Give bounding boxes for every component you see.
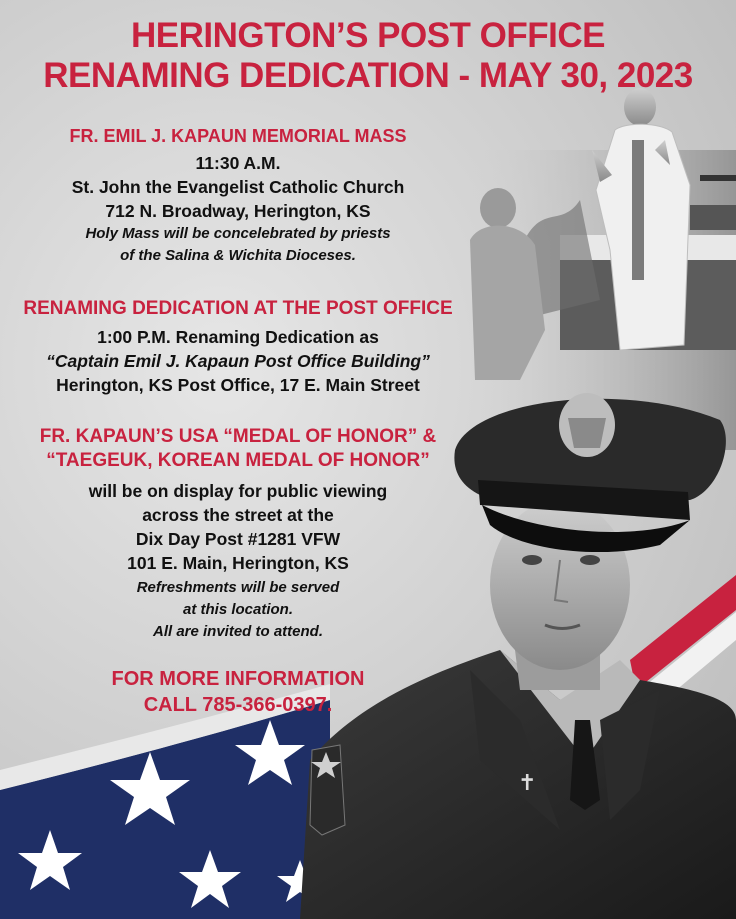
mass-heading: FR. EMIL J. KAPAUN MEMORIAL MASS xyxy=(69,126,407,146)
mass-note-line-2: of the Salina & Wichita Dioceses. xyxy=(120,247,356,264)
mass-section xyxy=(0,124,476,267)
medal-section xyxy=(0,425,476,643)
medal-line-4: 101 E. Main, Herington, KS xyxy=(127,553,349,573)
mass-time: 11:30 A.M. xyxy=(195,153,281,173)
medal-note-line-3: All are invited to attend. xyxy=(152,623,324,640)
medal-line-1: will be on display for public viewing xyxy=(88,481,388,501)
dedication-location: Herington, KS Post Office, 17 E. Main Street xyxy=(56,375,420,395)
dedication-heading: RENAMING DEDICATION AT THE POST OFFICE xyxy=(23,298,453,319)
mass-note-line-1: Holy Mass will be concelebrated by priests xyxy=(85,225,391,242)
mass-church: St. John the Evangelist Catholic Church xyxy=(71,177,405,197)
title-line-2: RENAMING DEDICATION - MAY 30, 2023 xyxy=(43,56,693,95)
dedication-building-name: “Captain Emil J. Kapaun Post Office Building” xyxy=(46,351,430,371)
cap-eagle-insignia xyxy=(559,393,615,457)
medal-line-3: Dix Day Post #1281 VFW xyxy=(135,529,341,549)
medal-line-2: across the street at the xyxy=(142,505,334,525)
title-line-1: HERINGTON’S POST OFFICE xyxy=(130,16,605,55)
medal-note-line-1: Refreshments will be served xyxy=(136,579,340,596)
dedication-line-rest: Renaming Dedication as xyxy=(175,327,379,347)
poster-title xyxy=(0,16,736,96)
info-line-1: FOR MORE INFORMATION xyxy=(111,668,365,690)
dedication-time-line xyxy=(0,325,476,349)
info-section xyxy=(0,666,476,718)
medal-heading-line-1: FR. KAPAUN’S USA “MEDAL OF HONOR” & xyxy=(39,426,437,447)
mass-address: 712 N. Broadway, Herington, KS xyxy=(105,201,371,221)
svg-text:✝: ✝ xyxy=(518,770,537,795)
medal-note-line-2: at this location. xyxy=(182,601,293,618)
info-phone: CALL 785-366-0397. xyxy=(143,694,333,716)
dedication-time: 1:00 P.M. xyxy=(97,327,171,347)
dedication-section xyxy=(0,297,476,397)
priest-saying-mass-photo xyxy=(470,88,736,450)
medal-heading-line-2: “TAEGEUK, KOREAN MEDAL OF HONOR” xyxy=(46,450,430,471)
